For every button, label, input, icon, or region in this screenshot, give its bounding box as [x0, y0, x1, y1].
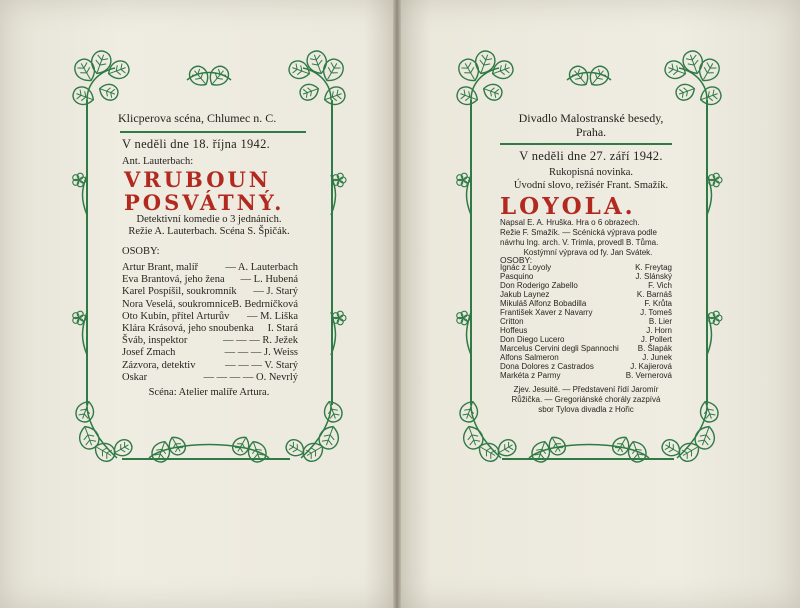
right-title: LOYOLA.: [500, 193, 636, 220]
cast-role: Ignác z Loyoly: [500, 263, 552, 272]
cast-role: Markéta z Parmy: [500, 371, 561, 380]
cast-role: Dona Dolores z Castrados: [500, 362, 594, 371]
leaf-ornament-icon: [472, 48, 498, 76]
leaf-ornament-icon: [457, 399, 480, 425]
leaf-ornament-icon: [566, 63, 593, 90]
right-info-line: Napsal E. A. Hruška. Hra o 6 obrazech.: [500, 218, 640, 227]
cast-actor: — J. Starý: [253, 286, 298, 298]
cast-actor: — — — R. Ježek: [223, 335, 298, 347]
cast-role: Don Diego Lucero: [500, 335, 565, 344]
right-footer-line: sbor Tylova divadla z Hořic: [538, 405, 634, 414]
left-scene: Scéna: Atelier malíře Artura.: [148, 387, 270, 398]
cast-role: Karel Pospíšil, soukromník: [122, 286, 237, 298]
cast-role: František Xaver z Navarry: [500, 308, 593, 317]
right-date: V neděli dne 27. září 1942.: [519, 149, 663, 163]
cast-role: Jakub Laynez: [500, 290, 550, 299]
cast-actor: J. Kajierová: [630, 362, 672, 371]
right-footer-line: Zjev. Jesuité. — Představení řídí Jaromír: [513, 385, 659, 394]
right-venue-line1: Divadlo Malostranské besedy,: [518, 111, 664, 125]
cast-role: Don Roderigo Zabello: [500, 281, 578, 290]
left-cast-heading: OSOBY:: [122, 246, 160, 257]
leaf-ornament-icon: [481, 81, 504, 102]
cast-role: Pasquino: [500, 272, 534, 281]
cast-actor: — — — V. Starý: [225, 359, 298, 371]
right-production-info: [500, 218, 676, 258]
cast-role: Zázvora, detektiv: [122, 359, 196, 371]
cast-actor: J. Horn: [646, 326, 672, 335]
leaf-ornament-icon: [698, 84, 724, 107]
right-novelty: Rukopisná novinka.: [549, 167, 633, 178]
leaf-ornament-icon: [455, 84, 481, 107]
left-credits: Režie A. Lauterbach. Scéna S. Špičák.: [128, 226, 290, 237]
cast-role: Mikuláš Alfonz Bobadilla: [500, 299, 587, 308]
cast-actor: J. Pollert: [640, 335, 672, 344]
left-date: V neděli dne 18. října 1942.: [122, 137, 271, 151]
right-venue-line2: Praha.: [575, 125, 607, 139]
leaf-ornament-icon: [680, 48, 706, 76]
leaf-ornament-icon: [490, 58, 516, 81]
right-info-line: návrhu Ing. arch. V. Trimla, provedl B. Tůma.: [500, 238, 659, 247]
cast-role: Eva Brantová, jeho žena: [122, 274, 225, 286]
cast-role: Josef Zmach: [122, 347, 176, 359]
left-venue: Klicperova scéna, Chlumec n. C.: [118, 111, 277, 125]
cast-actor: F. Vich: [648, 281, 672, 290]
cast-role: Hoffeus: [500, 326, 528, 335]
cast-role: Oskar: [122, 371, 148, 383]
cast-actor: F. Krůta: [644, 299, 672, 308]
cast-actor: — A. Lauterbach: [225, 262, 298, 273]
cast-role: Nora Veselá, soukromnice: [122, 298, 233, 310]
cast-actor: — — — J. Weiss: [224, 347, 298, 359]
left-author: Ant. Lauterbach:: [122, 156, 194, 167]
cast-actor: B. Lier: [648, 317, 672, 326]
right-footer-line: Růžička. — Gregoriánské chorály zazpívá: [511, 395, 661, 404]
right-intro: Úvodní slovo, režisér Frant. Smažík.: [513, 180, 669, 191]
cast-actor: K. Barnáš: [636, 290, 672, 299]
cast-actor: B. Šlapák: [637, 344, 672, 353]
vine-ornament: [529, 445, 649, 459]
cast-role: Šváb, inspektor: [122, 335, 188, 347]
right-footer-notes: [500, 385, 672, 415]
vine-ornament: [567, 73, 611, 81]
right-cast-list: [500, 263, 672, 393]
cast-actor: K. Freytag: [635, 263, 672, 272]
cast-actor: J. Slánský: [635, 272, 672, 281]
cast-actor: — L. Hubená: [240, 274, 298, 286]
cast-actor: — M. Liška: [246, 310, 298, 322]
cast-role: Critton: [500, 317, 524, 326]
left-genre: Detektivní komedie o 3 jednáních.: [136, 214, 282, 225]
right-cast-heading: OSOBY:: [500, 255, 533, 265]
leaf-ornament-icon: [663, 58, 689, 81]
cast-actor: J. Tomeš: [640, 308, 672, 317]
leaf-ornament-icon: [697, 399, 720, 425]
cast-role: Alfons Salmeron: [500, 353, 559, 362]
leaf-ornament-icon: [674, 81, 697, 102]
cast-role: Oto Kubín, přítel Arturův: [122, 310, 230, 322]
right-info-line: Režie F. Smažík. — Scénická výprava podle: [500, 228, 657, 237]
left-title-line1: VRUBOUN: [124, 167, 271, 192]
cast-actor: J. Junek: [642, 353, 672, 362]
cast-actor: I. Stará: [267, 323, 298, 334]
leaf-ornament-icon: [585, 63, 612, 90]
right-info-line: Kostýmní výprava od fy. Jan Svátek.: [523, 248, 653, 257]
cast-actor: B. Vernerová: [625, 371, 672, 380]
cast-role: Klára Krásová, jeho snoubenka: [122, 323, 254, 334]
cast-role: Marcelus Cervini degli Spannochi: [500, 344, 619, 353]
cast-role: Artur Brant, malíř: [122, 262, 199, 273]
cast-actor: — — — — O. Nevrlý: [203, 371, 298, 383]
cast-actor: B. Bedrníčková: [232, 298, 298, 310]
left-title-line2: POSVÁTNÝ.: [124, 190, 285, 215]
